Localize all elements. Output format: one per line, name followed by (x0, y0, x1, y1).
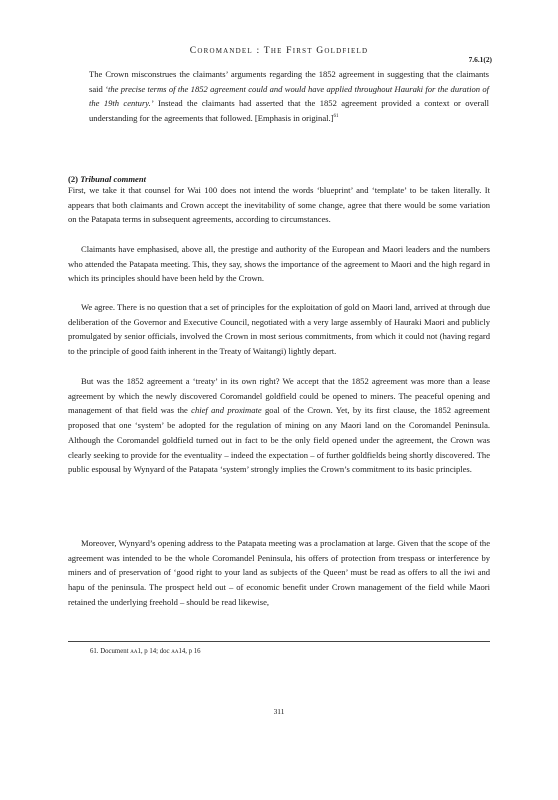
section-heading-title: Tribunal comment (80, 174, 146, 184)
section-heading-number: (2) (68, 174, 79, 184)
footnote-ref: 61 (333, 114, 339, 120)
footnote-text-a: Document (100, 648, 131, 655)
footnote-divider (68, 641, 490, 642)
footnote-text-b: , p 14; doc (140, 648, 172, 655)
paragraph-4-text-b: goal of the Crown. Yet, by its first clause, the 1852 agreement proposed that one ‘system’ be adopted for the regulation of mining on any Maori land on the Coromandel Peninsula. Although the Coromandel goldfield turned out in fact to be the only field opened under the agreement, the Crown was clearly seeking to provide for the eventuality – indeed the expectation – of further goldfields being shortly discovered. The public espousal by Wynyard of the Patapata ‘system’ strongly implies the Crown’s commitment to its basic principles. (68, 405, 490, 475)
block-quote (89, 67, 489, 126)
paragraph-1: First, we take it that counsel for Wai 100 does not intend the words ‘blueprint’ and ‘template’ to be taken literally. It appears that both claimants and Crown accept the inevitability of some change, agree that there would be some variation on the Patapata terms in subsequent agreements, according to circumstances. (68, 185, 490, 225)
paragraph-4 (68, 374, 490, 477)
paragraph-3: We agree. There is no question that a set of principles for the exploitation of gold on Maori land, arrived at through due deliberation of the Governor and Executive Council, negotiated with a very large assembly of Hauraki Maori and publicly promulgated by senior officials, involved the Crown in most serious commitments, from which it could not (having regard to the principle of good faith inherent in the Treaty of Waitangi) lightly depart. (68, 302, 490, 357)
footnote (90, 648, 201, 655)
paragraph-4-text-a: But was the 1852 agreement a ‘treaty’ in its own right? We accept that the 1852 agreement was more than a lease agreement by which the newly discovered Coromandel goldfield could be opened to miners. The peaceful opening and management of that field was the (68, 376, 490, 416)
section-number: 7.6.1(2) (468, 55, 492, 64)
footnote-doc-2: aa14 (171, 648, 186, 655)
footnote-text-c: , p 16 (185, 648, 201, 655)
quote-text-2: Instead the claimants had asserted that the 1852 agreement provided a context or overall understanding for the agreements that followed. [Emphasis in original.] (89, 98, 489, 124)
quote-emphasis: ‘the precise terms of the 1852 agreement could and would have applied throughout Hauraki for the duration of the 19th century.’ (89, 83, 489, 109)
page-number: 311 (273, 707, 285, 716)
footnote-doc-1: aa1 (130, 648, 141, 655)
paragraph-2: Claimants have emphasised, above all, the prestige and authority of the European and Maori leaders and the numbers who attended the Patapata meeting. This, they say, shows the importance of the agreement to Maori and the high regard in which its principles should have been held by the Crown. (68, 244, 490, 284)
paragraph-5: Moreover, Wynyard’s opening address to the Patapata meeting was a proclamation at large. Given that the scope of the agreement was intended to be the whole Coromandel Peninsula, his offers of protection from trespass or interference by miners and of preservation of ‘good right to your land as subjects of the Queen’ must be read as offers to all the iwi and hapu of the peninsula. The prospect held out – of economic benefit under Crown management of the field while Maori retained the underlying freehold – should be read likewise, (68, 538, 490, 607)
running-header-title: Coromandel : The First Goldfield (189, 45, 369, 56)
paragraph-4-emphasis: chief and proximate (191, 405, 262, 416)
quote-text-1: The Crown misconstrues the claimants’ arguments regarding the 1852 agreement in suggesting that the claimants said (89, 69, 489, 94)
footnote-number: 61. (90, 648, 99, 655)
